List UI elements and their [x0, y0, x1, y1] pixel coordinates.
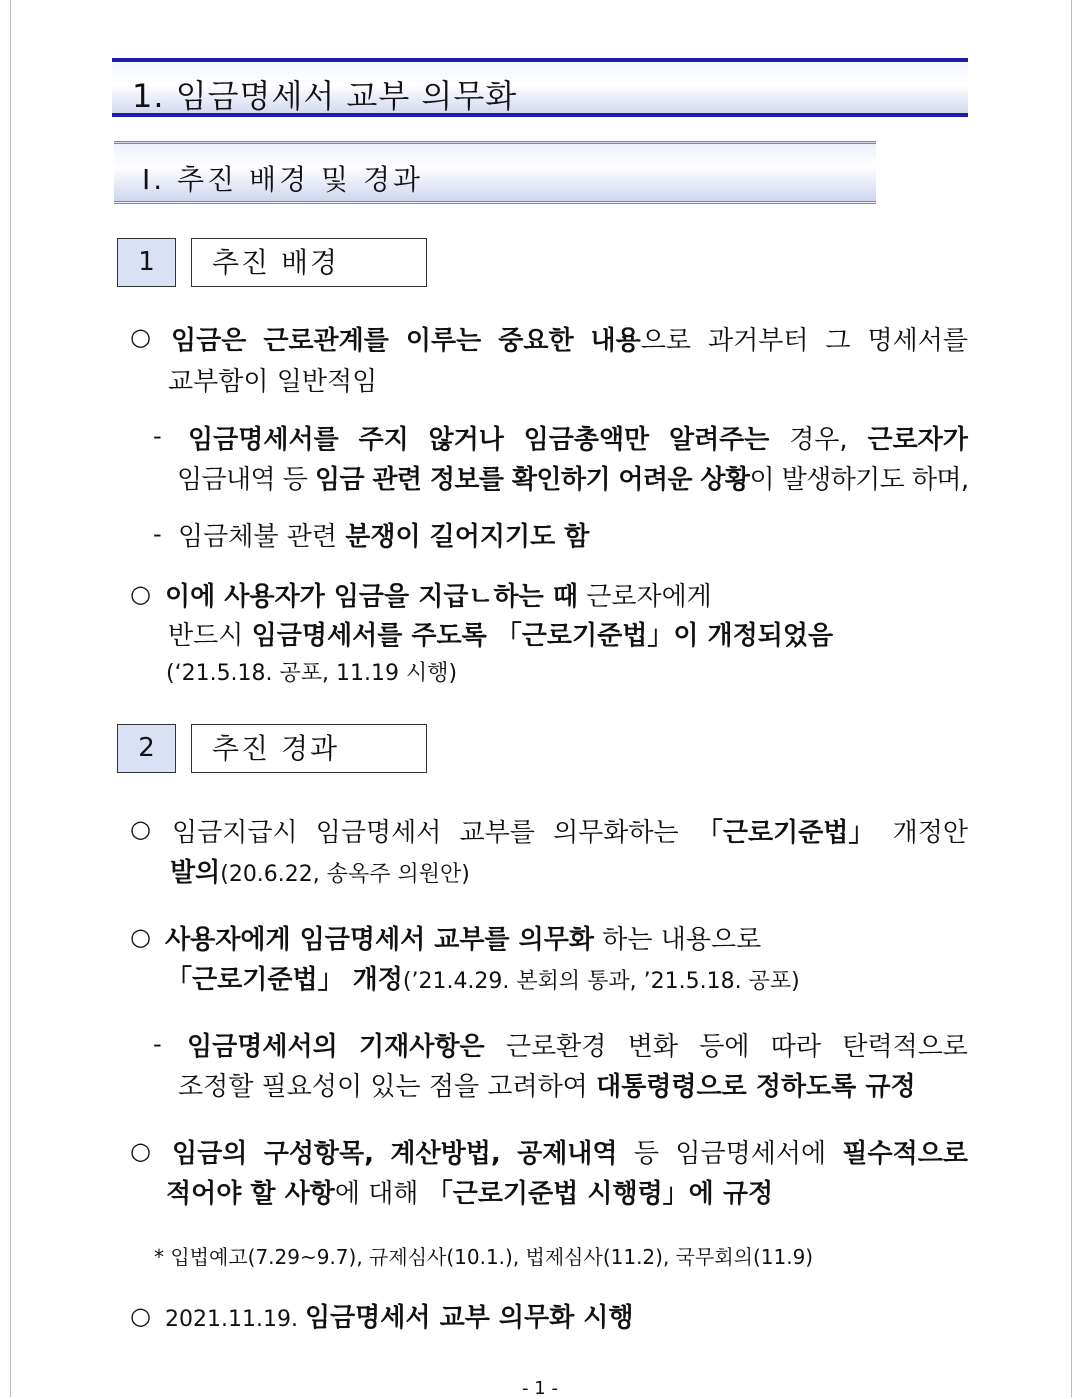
text: (’21.4.29. 본회의 통과, ’21.5.18. 공포): [402, 969, 800, 994]
paragraph-line: [178, 516, 589, 553]
text: 교부를: [459, 818, 535, 848]
paragraph-line: [166, 1173, 773, 1210]
text-bold: 내용: [590, 326, 641, 356]
bullet-circle: ○: [130, 580, 151, 608]
section-heading: Ⅰ. 추진 배경 및 경과: [142, 163, 424, 196]
text-bold: 임금명세서를 주도록 「근로기준법」이 개정되었음: [251, 621, 834, 651]
text-bold: 사용자에게 임금명세서 교부를 의무화: [165, 925, 595, 955]
section-heading-box: [114, 141, 876, 204]
text-bold: 이루는: [405, 326, 482, 356]
text-bold: 「근로기준법」: [696, 818, 875, 848]
document-title: 1. 임금명세서 교부 의무화: [132, 77, 518, 115]
text: 으로: [640, 326, 692, 356]
dash-marker: -: [153, 520, 162, 548]
paragraph-line: [188, 419, 968, 456]
text-bold: 적어야 할 사항: [166, 1179, 335, 1209]
text: 그: [825, 326, 851, 356]
paragraph-line: [178, 1066, 916, 1103]
text: 임금체불 관련: [178, 522, 346, 552]
dash-marker: -: [153, 1030, 162, 1058]
paragraph-line: [165, 919, 761, 956]
page-number: - 1 -: [522, 1378, 558, 1399]
text: 이 발생하기도 하며,: [749, 465, 969, 495]
paragraph-line: [165, 1297, 634, 1334]
dash-marker: -: [153, 422, 162, 450]
text-bold: 중요한: [498, 326, 574, 356]
page-left-edge: [10, 0, 11, 1397]
text: 근로환경: [505, 1032, 607, 1062]
text-bold: 근로자가: [867, 425, 968, 455]
text-bold: 「근로기준법」 개정: [166, 965, 403, 995]
text-bold: 발의: [170, 858, 221, 888]
text: 하는 내용으로: [594, 925, 762, 955]
text-bold: 이에 사용자가 임금을 지급ㄴ하는 때: [165, 582, 578, 612]
footnote: * 입법예고(7.29~9.7), 규제심사(10.1.), 법제심사(11.2), 국무회의(11.9): [154, 1245, 814, 1269]
paragraph-line: [171, 320, 968, 357]
text-bold: 「근로기준법 시행령」에 규정: [426, 1179, 774, 1209]
bullet-circle: ○: [130, 815, 151, 843]
text: 등: [633, 1139, 660, 1169]
text: 개정안: [892, 818, 968, 848]
text: 변화: [627, 1032, 678, 1062]
subsection-heading: 추진 배경: [191, 238, 427, 287]
subsection-number: 2: [117, 724, 176, 773]
text-bold: 임금총액만: [523, 425, 650, 455]
text: (20.6.22, 송옥주 의원안): [220, 862, 470, 887]
text: 임금명세서에: [675, 1139, 827, 1169]
text: 2021.11.19.: [165, 1307, 305, 1332]
text-bold: 분쟁이 길어지기도 함: [345, 522, 590, 552]
text-bold: 대통령령으로 정하도록 규정: [596, 1072, 916, 1102]
subsection-number: 1: [117, 238, 176, 287]
paragraph-line: [172, 812, 968, 849]
text-bold: 임금은: [171, 326, 247, 356]
text: 등에: [699, 1032, 750, 1062]
bullet-circle: ○: [130, 323, 151, 351]
paragraph-line: [166, 959, 800, 996]
text-bold: 계산방법,: [390, 1139, 501, 1169]
paragraph-line: [177, 459, 969, 496]
bullet-circle: ○: [130, 923, 151, 951]
text-bold: 임금명세서의: [187, 1032, 338, 1062]
text: 임금명세서: [315, 818, 442, 848]
text: 명세서를: [867, 326, 968, 356]
text-bold: 알려주는: [668, 425, 770, 455]
text: 임금지급시: [172, 818, 298, 848]
paragraph-line: [168, 615, 833, 652]
text-bold: 임금명세서 교부 의무화 시행: [304, 1303, 634, 1333]
text: 탄력적으로: [842, 1032, 968, 1062]
text: 따라: [770, 1032, 822, 1062]
text: 경우,: [789, 425, 848, 455]
text-bold: 공제내역: [517, 1139, 618, 1169]
text: 근로자에게: [577, 582, 712, 612]
bullet-circle: ○: [130, 1137, 151, 1165]
text: 임금내역 등: [177, 465, 315, 495]
bullet-circle: ○: [130, 1302, 151, 1330]
subsection-heading: 추진 경과: [191, 724, 427, 773]
text-bold: 기재사항은: [359, 1032, 485, 1062]
text-bold: 않거나: [428, 425, 504, 455]
paragraph-line: 교부함이 일반적임: [168, 367, 378, 397]
text-bold: 필수적으로: [842, 1139, 968, 1169]
text-bold: 구성항목,: [263, 1139, 375, 1169]
text: 과거부터: [707, 326, 809, 356]
paragraph-line: [187, 1026, 968, 1063]
text-bold: 임금명세서를: [188, 425, 339, 455]
text-bold: 임금 관련 정보를 확인하기 어려운 상황: [314, 465, 750, 495]
paragraph-line: (‘21.5.18. 공포, 11.19 시행): [166, 661, 458, 686]
page-right-edge: [1071, 0, 1072, 1397]
text-bold: 주지: [358, 425, 409, 455]
text: 반드시: [168, 621, 252, 651]
text: 조정할 필요성이 있는 점을 고려하여: [178, 1072, 597, 1102]
paragraph-line: [172, 1133, 968, 1170]
text: 에 대해: [334, 1179, 427, 1209]
text: 의무화하는: [553, 818, 679, 848]
paragraph-line: [165, 576, 712, 613]
text-bold: 임금의: [172, 1139, 248, 1169]
text-bold: 근로관계를: [263, 326, 389, 356]
paragraph-line: [170, 852, 470, 889]
document-title-box: [112, 58, 968, 117]
